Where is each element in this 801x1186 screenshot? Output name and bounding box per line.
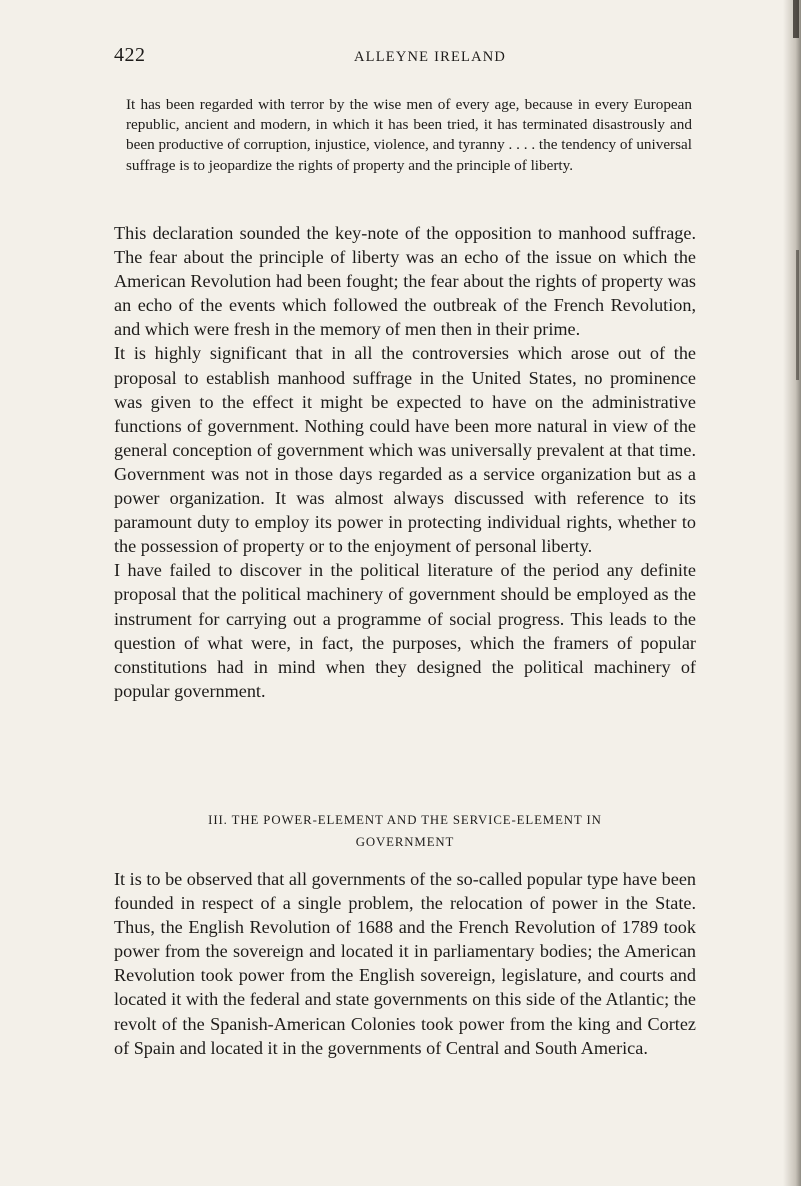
section-body-text xyxy=(114,867,696,1060)
paragraph: It is to be observed that all governments of the so-called popular type have been founded in respect of a single problem, the relocation of power in the State. Thus, the English Revolution of 1688 and the French Revolution of 1789 took power from the sovereign and located it in parliamentary bodies; the American Revolution took power from the English sovereign, legislature, and courts and located it with the federal and state governments on this side of the Atlantic; the revolt of the Spanish-American Colonies took power from the king and Cortez of Spain and located it in the governments of Central and South America. xyxy=(114,869,696,1058)
body-text xyxy=(114,221,696,703)
paragraph: This declaration sounded the key-note of the opposition to manhood suffrage. The fear about the principle of liberty was an echo of the issue on which the American Revolution had been fought; the fear about the rights of property was an echo of the events which followed the outbreak of the French Revolution, and which were fresh in the memory of men then in their prime. xyxy=(114,223,696,340)
page-edge-mark xyxy=(793,0,799,38)
page-header xyxy=(114,42,694,78)
section-heading xyxy=(114,809,696,853)
paragraph: I have failed to discover in the political literature of the period any definite proposal that the political machinery of government should be employed as the instrument for carrying out a programme of social progress. This leads to the question of what were, in fact, the purposes, which the framers of popular constitutions had in mind when they designed the political machinery of popular government. xyxy=(114,560,696,701)
page-edge-shadow xyxy=(783,0,801,1186)
running-head: ALLEYNE IRELAND xyxy=(354,49,507,65)
block-quote: It has been regarded with terror by the wise men of every age, because in every European republic, ancient and modern, in which it has been tried, it has terminated disastrously and been productive of corruption, injustice, violence, and tyranny . . . . the tendency of universal suffrage is to jeopardize the rights of property and the principle of liberty. xyxy=(126,96,692,174)
page-number: 422 xyxy=(114,44,146,66)
section-heading-line: III. THE POWER-ELEMENT AND THE SERVICE-ELEMENT IN xyxy=(208,813,602,827)
paragraph: It is highly significant that in all the controversies which arose out of the proposal to establish manhood suffrage in the United States, no prominence was given to the effect it might be expected to have on the administrative functions of government. Nothing could have been more natural in view of the general conception of government which was universally prevalent at that time. Government was not in those days regarded as a service organization but as a power organization. It was almost always discussed with reference to its paramount duty to employ its power in protecting individual rights, whether to the possession of property or to the enjoyment of personal liberty. xyxy=(114,343,696,557)
page-edge-mark xyxy=(796,250,799,380)
section-heading-line: GOVERNMENT xyxy=(355,835,455,849)
